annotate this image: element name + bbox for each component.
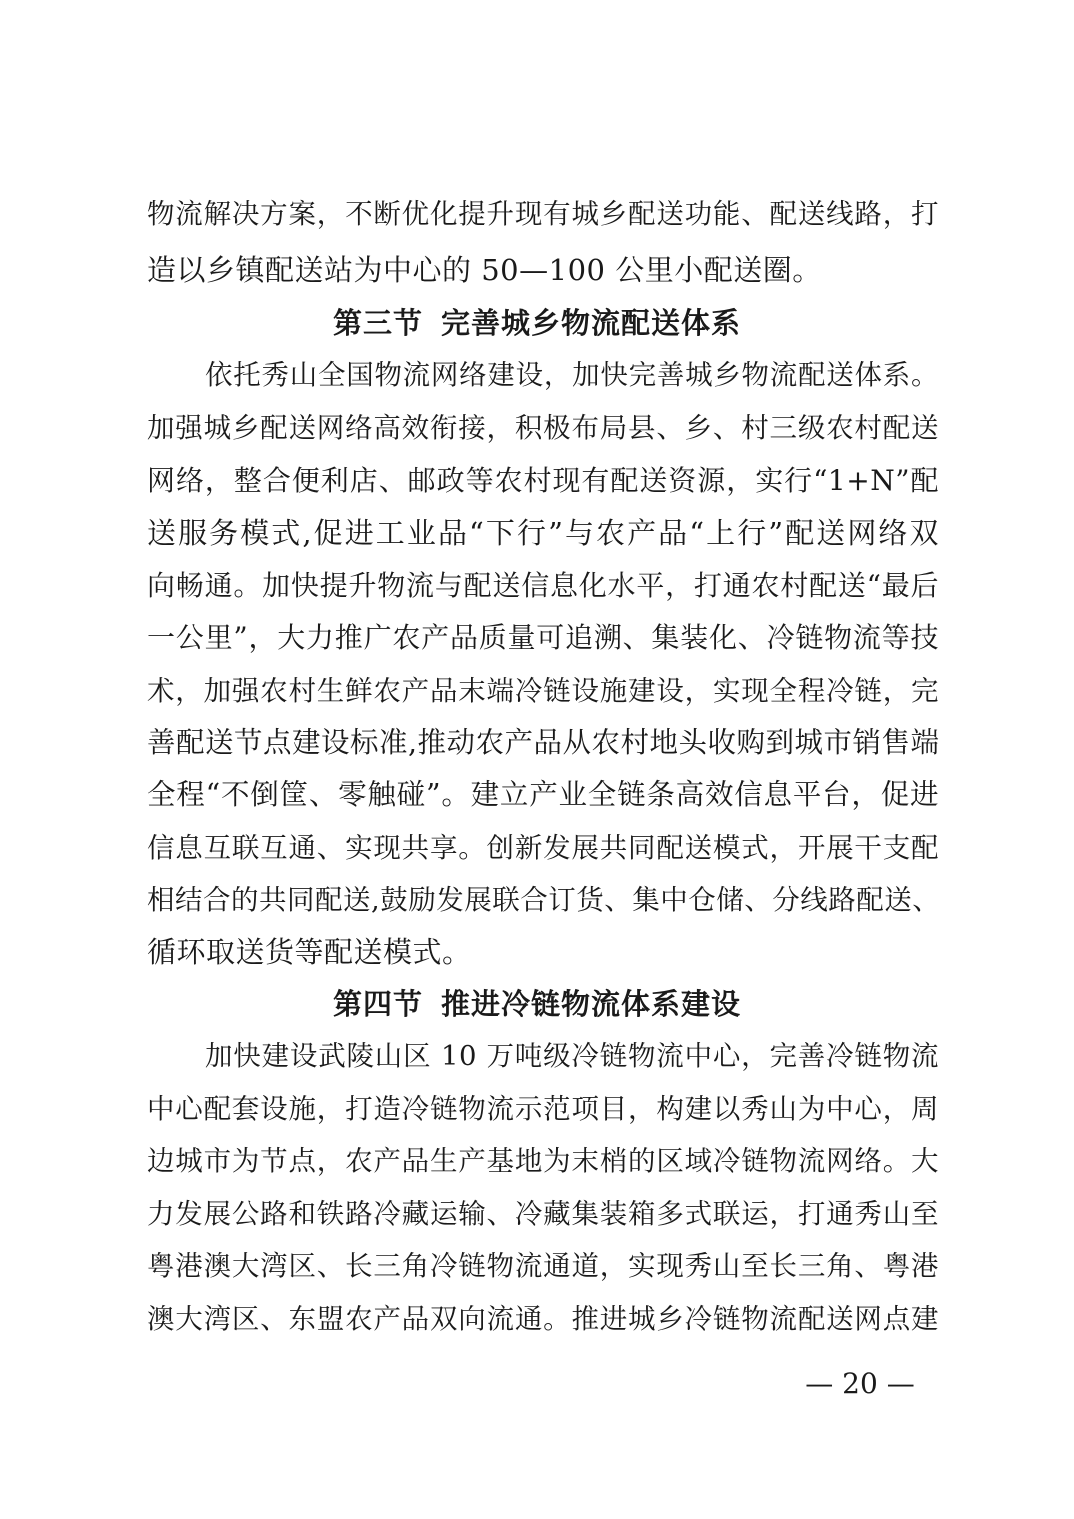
paragraph-line: 术，加强农村生鲜农产品末端冷链设施建设，实现全程冷链，完 [147, 675, 939, 707]
paragraph-line: 加强城乡配送网络高效衔接，积极布局县、乡、村三级农村配送 [147, 412, 939, 444]
paragraph-line: 加快建设武陵山区 10 万吨级冷链物流中心，完善冷链物流 [205, 1040, 939, 1072]
paragraph-line: 边城市为节点，农产品生产基地为末梢的区域冷链物流网络。大 [147, 1145, 939, 1177]
paragraph-line: 造以乡镇配送站为中心的 50—100 公里小配送圈。 [147, 253, 822, 287]
paragraph-line: 向畅通。加快提升物流与配送信息化水平，打通农村配送“最后 [147, 569, 939, 602]
paragraph-line: 物流解决方案，不断优化提升现有城乡配送功能、配送线路，打 [147, 198, 939, 230]
paragraph-line: 循环取送货等配送模式。 [147, 935, 472, 969]
paragraph-line: 澳大湾区、东盟农产品双向流通。推进城乡冷链物流配送网点建 [147, 1303, 939, 1335]
section-number: 第三节 [332, 306, 423, 340]
paragraph-line: 中心配套设施，打造冷链物流示范项目，构建以秀山为中心，周 [147, 1093, 939, 1125]
paragraph-line: 送服务模式,促进工业品“下行”与农产品“上行”配送网络双 [147, 516, 939, 550]
paragraph-line: 一公里”，大力推广农产品质量可追溯、集装化、冷链物流等技 [147, 621, 939, 654]
section-title: 完善城乡物流配送体系 [441, 306, 742, 340]
paragraph-line: 力发展公路和铁路冷藏运输、冷藏集装箱多式联运，打通秀山至 [147, 1198, 939, 1230]
section-title: 推进冷链物流体系建设 [441, 987, 742, 1021]
paragraph-line: 信息互联互通、实现共享。创新发展共同配送模式，开展干支配 [147, 832, 939, 864]
paragraph-line: 善配送节点建设标准,推动农产品从农村地头收购到城市销售端 [147, 726, 940, 759]
paragraph-line: 相结合的共同配送,鼓励发展联合订货、集中仓储、分线路配送、 [147, 884, 941, 916]
section-heading [0, 986, 1074, 1022]
paragraph-line: 依托秀山全国物流网络建设，加快完善城乡物流配送体系。 [205, 359, 939, 391]
paragraph-line: 全程“不倒筐、零触碰”。建立产业全链条高效信息平台，促进 [147, 778, 939, 811]
section-heading [0, 305, 1074, 341]
paragraph-line: 粤港澳大湾区、长三角冷链物流通道，实现秀山至长三角、粤港 [147, 1250, 939, 1282]
page-number: — 20 — [805, 1367, 915, 1400]
section-number: 第四节 [332, 987, 423, 1021]
paragraph-line: 网络，整合便利店、邮政等农村现有配送资源，实行“1+N”配 [147, 464, 939, 497]
